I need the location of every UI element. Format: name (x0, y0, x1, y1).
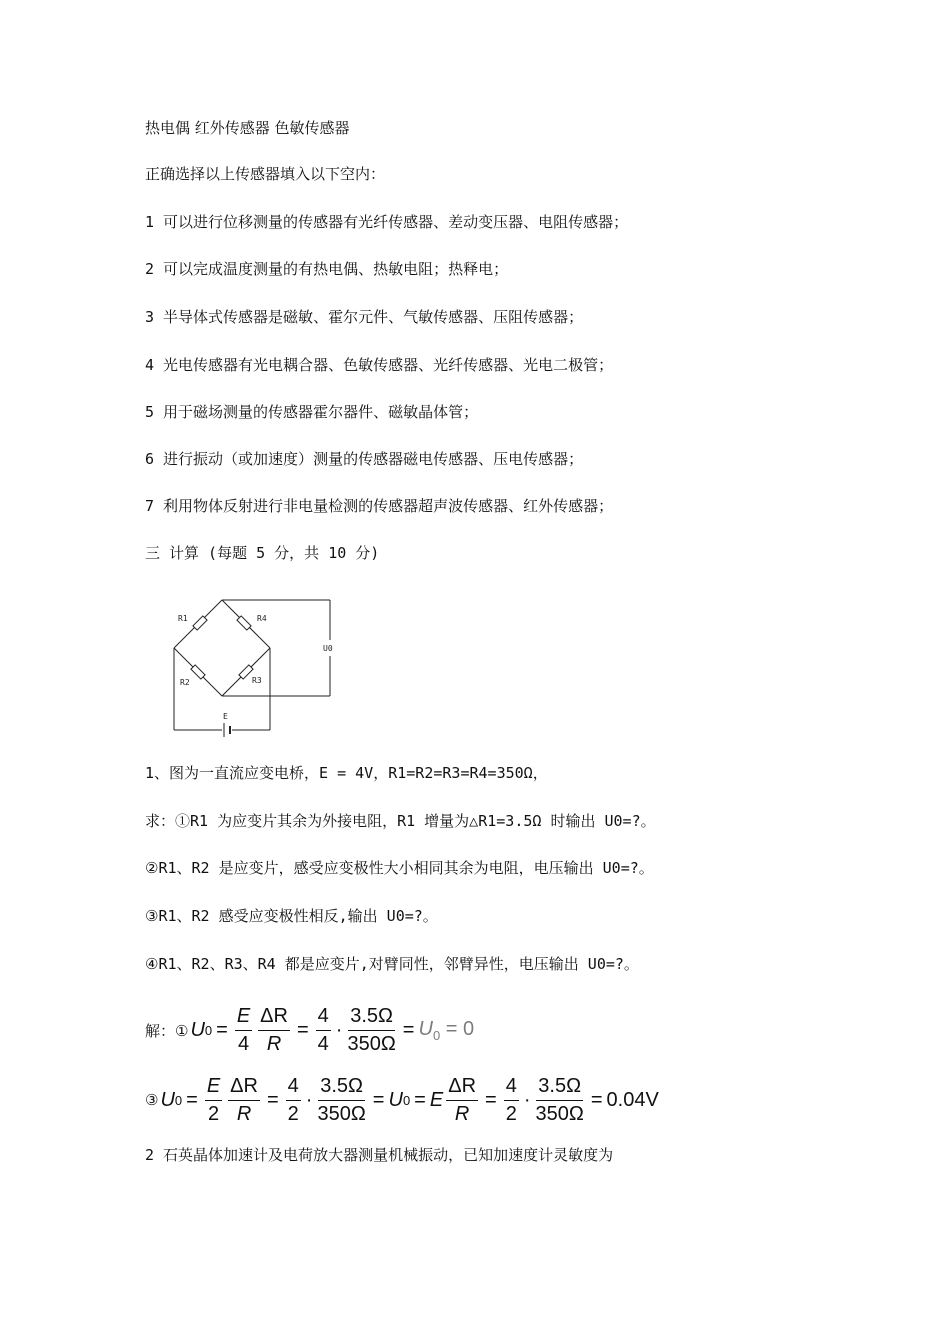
frac-4: 4 (237, 1032, 250, 1055)
sub-0-3: 0 (174, 1092, 183, 1108)
var-u-3: U (160, 1088, 175, 1111)
problem-line-5: ④R1、R2、R3、R4 都是应变片,对臂同性，邻臂异性，电压输出 U0=?。 (145, 955, 639, 973)
text-line-2: 正确选择以上传感器填入以下空内： (145, 165, 386, 183)
frac-4-num: 4 (316, 1005, 331, 1031)
text-line-5: 3 半导体式传感器是磁敏、霍尔元件、气敏传感器、压阻传感器； (145, 308, 584, 326)
label-u0: U0 (323, 644, 333, 653)
text-line-6: 4 光电传感器有光电耦合器、色敏传感器、光纤传感器、光电二极管； (145, 356, 614, 374)
var-e-3: E (429, 1088, 444, 1111)
frac-4-num-3b: 4 (504, 1075, 519, 1101)
problem-line-2: 求：①R1 为应变片其余为外接电阻，R1 增量为△R1=3.5Ω 时输出 U0=?。 (145, 812, 656, 830)
var-u-3b: U (388, 1088, 403, 1111)
label-e: E (223, 712, 228, 721)
problem-line-4: ③R1、R2 感受应变极性相反,输出 U0=?。 (145, 907, 438, 925)
frac-r: R (266, 1032, 282, 1055)
bridge-circuit-diagram (160, 592, 350, 742)
frac-dr-3: ΔR (228, 1075, 260, 1101)
solution-formula-3: ③ U 0 = $\frac{E}{2}$ $\frac{\Delta R}{R}$ = $\frac{4}{2}$ · $\frac{3.5\Omega}{350\Omega}$ = U 0 = E $\frac{\Delta R}{R}$ = $\frac{4}{2}$ · $\frac{3.5\Omega}{350\Omega}$ = 0.04V (145, 1074, 659, 1125)
sub-0-faded: 0 (432, 1027, 441, 1043)
frac-r-3: R (236, 1102, 252, 1125)
frac-3-5-3b: 3.5Ω (536, 1075, 583, 1101)
text-line-1: 热电偶 红外传感器 色敏传感器 (145, 119, 350, 137)
solution-label-1: 解：① (145, 1021, 189, 1040)
zero-faded: 0 (462, 1017, 475, 1040)
problem-line-3: ②R1、R2 是应变片，感受应变极性大小相同其余为电阻，电压输出 U0=?。 (145, 859, 654, 877)
label-r2: R2 (180, 678, 190, 687)
var-u: U (190, 1018, 205, 1041)
frac-4-den: 4 (317, 1032, 329, 1055)
text-line-8: 6 进行振动（或加速度）测量的传感器磁电传感器、压电传感器； (145, 450, 584, 468)
frac-4-num-3: 4 (286, 1075, 301, 1101)
label-r1: R1 (178, 614, 188, 623)
frac-3-5-3: 3.5Ω (318, 1075, 365, 1101)
frac-2-den-3b: 2 (505, 1102, 517, 1125)
label-r3: R3 (252, 676, 262, 685)
sub-0: 0 (204, 1022, 213, 1038)
text-line-4: 2 可以完成温度测量的有热电偶、热敏电阻；热释电； (145, 260, 509, 278)
text-line-9: 7 利用物体反射进行非电量检测的传感器超声波传感器、红外传感器； (145, 497, 614, 515)
frac-3-5: 3.5Ω (348, 1005, 395, 1031)
frac-r-3b: R (454, 1102, 470, 1125)
text-line-last: 2 石英晶体加速计及电荷放大器测量机械振动，已知加速度计灵敏度为 (145, 1146, 614, 1164)
frac-350-3b: 350Ω (535, 1102, 584, 1125)
frac-350-3: 350Ω (317, 1102, 366, 1125)
result-value: 0.04V (606, 1088, 659, 1111)
frac-350: 350Ω (347, 1032, 396, 1055)
text-line-7: 5 用于磁场测量的传感器霍尔器件、磁敏晶体管； (145, 403, 479, 421)
label-r4: R4 (257, 614, 267, 623)
problem-line-1: 1、图为一直流应变电桥，E = 4V，R1=R2=R3=R4=350Ω， (145, 764, 548, 782)
solution-label-3: ③ (145, 1091, 159, 1109)
solution-formula-1: 解：① U 0 = $\frac{E}{4}$ $\frac{\Delta R}{R}$ = $\frac{4}{4}$ · $\frac{3.5\Omega}{350\Omega}$ = $U_0 = 0$ (145, 1004, 475, 1055)
sub-0-3b: 0 (402, 1092, 411, 1108)
frac-2-den-3: 2 (287, 1102, 299, 1125)
section-heading: 三 计算 (每题 5 分，共 10 分) (145, 544, 380, 562)
frac-e-3: E (205, 1075, 222, 1101)
frac-2-3: 2 (207, 1102, 220, 1125)
frac-dr: ΔR (258, 1005, 290, 1031)
text-line-3: 1 可以进行位移测量的传感器有光纤传感器、差动变压器、电阻传感器； (145, 213, 629, 231)
frac-e: E (235, 1005, 252, 1031)
var-u-faded: U (418, 1017, 433, 1040)
frac-dr-3b: ΔR (446, 1075, 478, 1101)
